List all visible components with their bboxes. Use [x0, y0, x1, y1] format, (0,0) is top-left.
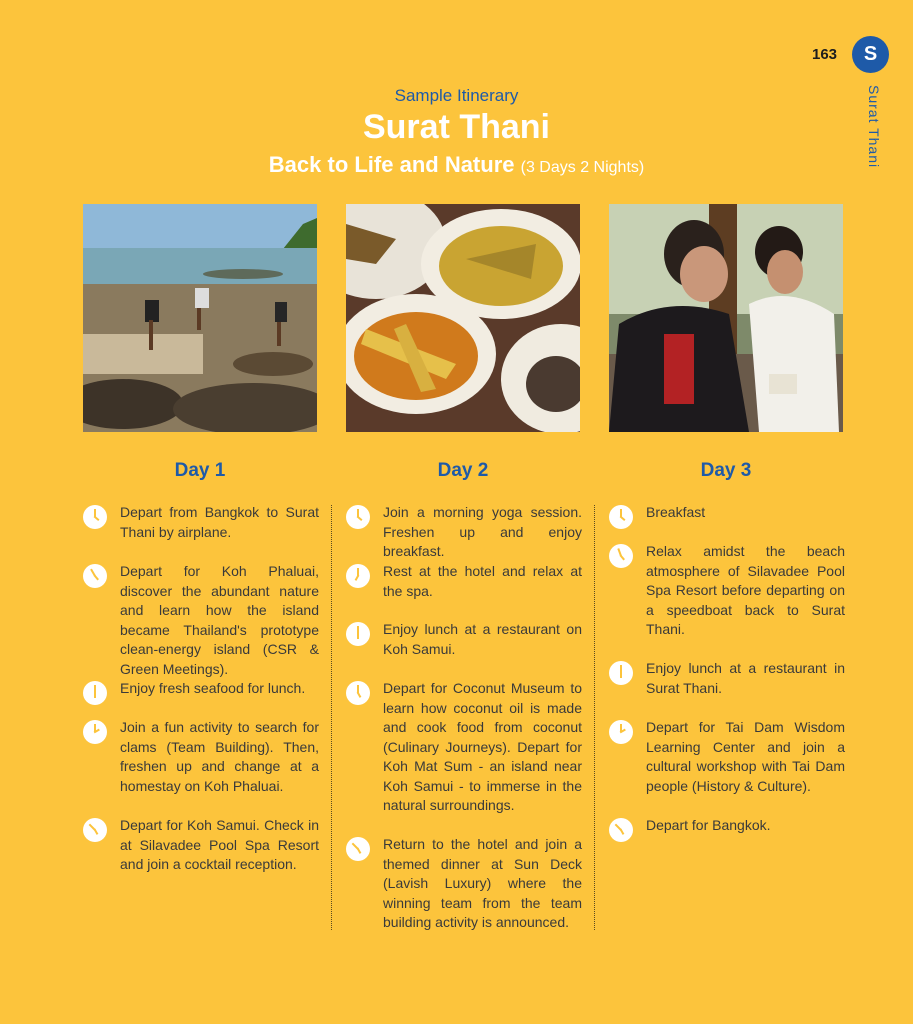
clock-icon — [83, 564, 107, 588]
clock-icon — [346, 837, 370, 861]
day-3-entry — [609, 503, 845, 529]
page-title: Surat Thani — [362, 108, 551, 146]
entry-text: Return to the hotel and join a themed dinner at Sun Deck (Lavish Luxury) where the winning team from the team building activity is announced. — [383, 836, 582, 930]
entry-text: Depart from Bangkok to Surat Thani by airplane. — [120, 504, 319, 540]
clock-icon — [609, 505, 633, 529]
day-1-entry — [83, 816, 319, 875]
header-kicker: Sample Itinerary — [394, 86, 519, 105]
page-number: 163 — [812, 46, 838, 63]
entry-text: Depart for Bangkok. — [646, 817, 771, 833]
day-1-entry — [83, 503, 319, 542]
clock-icon — [83, 681, 107, 705]
entry-text: Enjoy fresh seafood for lunch. — [120, 680, 306, 696]
clock-icon — [346, 681, 370, 705]
clock-icon — [346, 564, 370, 588]
subtitle-duration: (3 Days 2 Nights) — [520, 159, 645, 176]
clock-icon — [346, 622, 370, 646]
entry-text: Enjoy lunch at a restaurant in Surat Thani. — [646, 660, 845, 696]
day-3-entry — [609, 816, 845, 842]
clock-icon — [609, 544, 633, 568]
photo-thai-curry-dishes — [346, 204, 580, 432]
day-2-entry — [346, 503, 582, 562]
clock-icon — [346, 505, 370, 529]
column-divider — [594, 505, 595, 930]
column-divider — [331, 505, 332, 930]
clock-icon — [83, 720, 107, 744]
day-2-entry — [346, 620, 582, 659]
day-3-title: Day 3 — [700, 460, 752, 481]
day-1-entry — [83, 718, 319, 796]
day-1-entry — [83, 562, 319, 679]
entry-text: Depart for Koh Samui. Check in at Silavadee Pool Spa Resort and join a cocktail reception. — [120, 817, 319, 872]
day-2-entry — [346, 679, 582, 816]
page-subtitle — [0, 152, 913, 178]
day-3-entry — [609, 542, 845, 640]
day-2-title: Day 2 — [437, 460, 489, 481]
entry-text: Join a morning yoga session. Freshen up and enjoy breakfast. — [383, 504, 582, 559]
section-badge: S — [852, 36, 889, 73]
entry-text: Enjoy lunch at a restaurant on Koh Samui. — [383, 621, 582, 657]
entry-text: Rest at the hotel and relax at the spa. — [383, 563, 582, 599]
day-1-entry — [83, 679, 319, 705]
clock-icon — [609, 720, 633, 744]
entry-text: Depart for Coconut Museum to learn how coconut oil is made and cook food from coconut (Culinary Journeys). Depart for Koh Mat Sum - an island near Koh Samui - to immerse in the natural surroundings. — [383, 680, 582, 813]
clock-icon — [609, 661, 633, 685]
entry-text: Join a fun activity to search for clams (Team Building). Then, freshen up and change at a homestay on Koh Phaluai. — [120, 719, 319, 794]
photo-tai-dam-workshop — [609, 204, 843, 432]
clock-icon — [83, 505, 107, 529]
day-2-entry — [346, 562, 582, 601]
entry-text: Depart for Tai Dam Wisdom Learning Center and join a cultural workshop with Tai Dam people (History & Culture). — [646, 719, 845, 794]
day-2-entry — [346, 835, 582, 933]
entry-text: Relax amidst the beach atmosphere of Silavadee Pool Spa Resort before departing on a speedboat back to Surat Thani. — [646, 543, 845, 637]
photo-beach-clam-search — [83, 204, 317, 432]
subtitle-text: Back to Life and Nature — [268, 152, 515, 177]
entry-text: Depart for Koh Phaluai, discover the abundant nature and learn how the island became Thailand's prototype clean-energy island (CSR & Green Meetings). — [120, 563, 319, 677]
clock-icon — [83, 818, 107, 842]
day-1-title: Day 1 — [174, 460, 226, 481]
clock-icon — [609, 818, 633, 842]
day-3-entry — [609, 659, 845, 698]
entry-text: Breakfast — [646, 504, 706, 520]
day-3-entry — [609, 718, 845, 796]
section-side-label: Surat Thani — [866, 85, 882, 169]
